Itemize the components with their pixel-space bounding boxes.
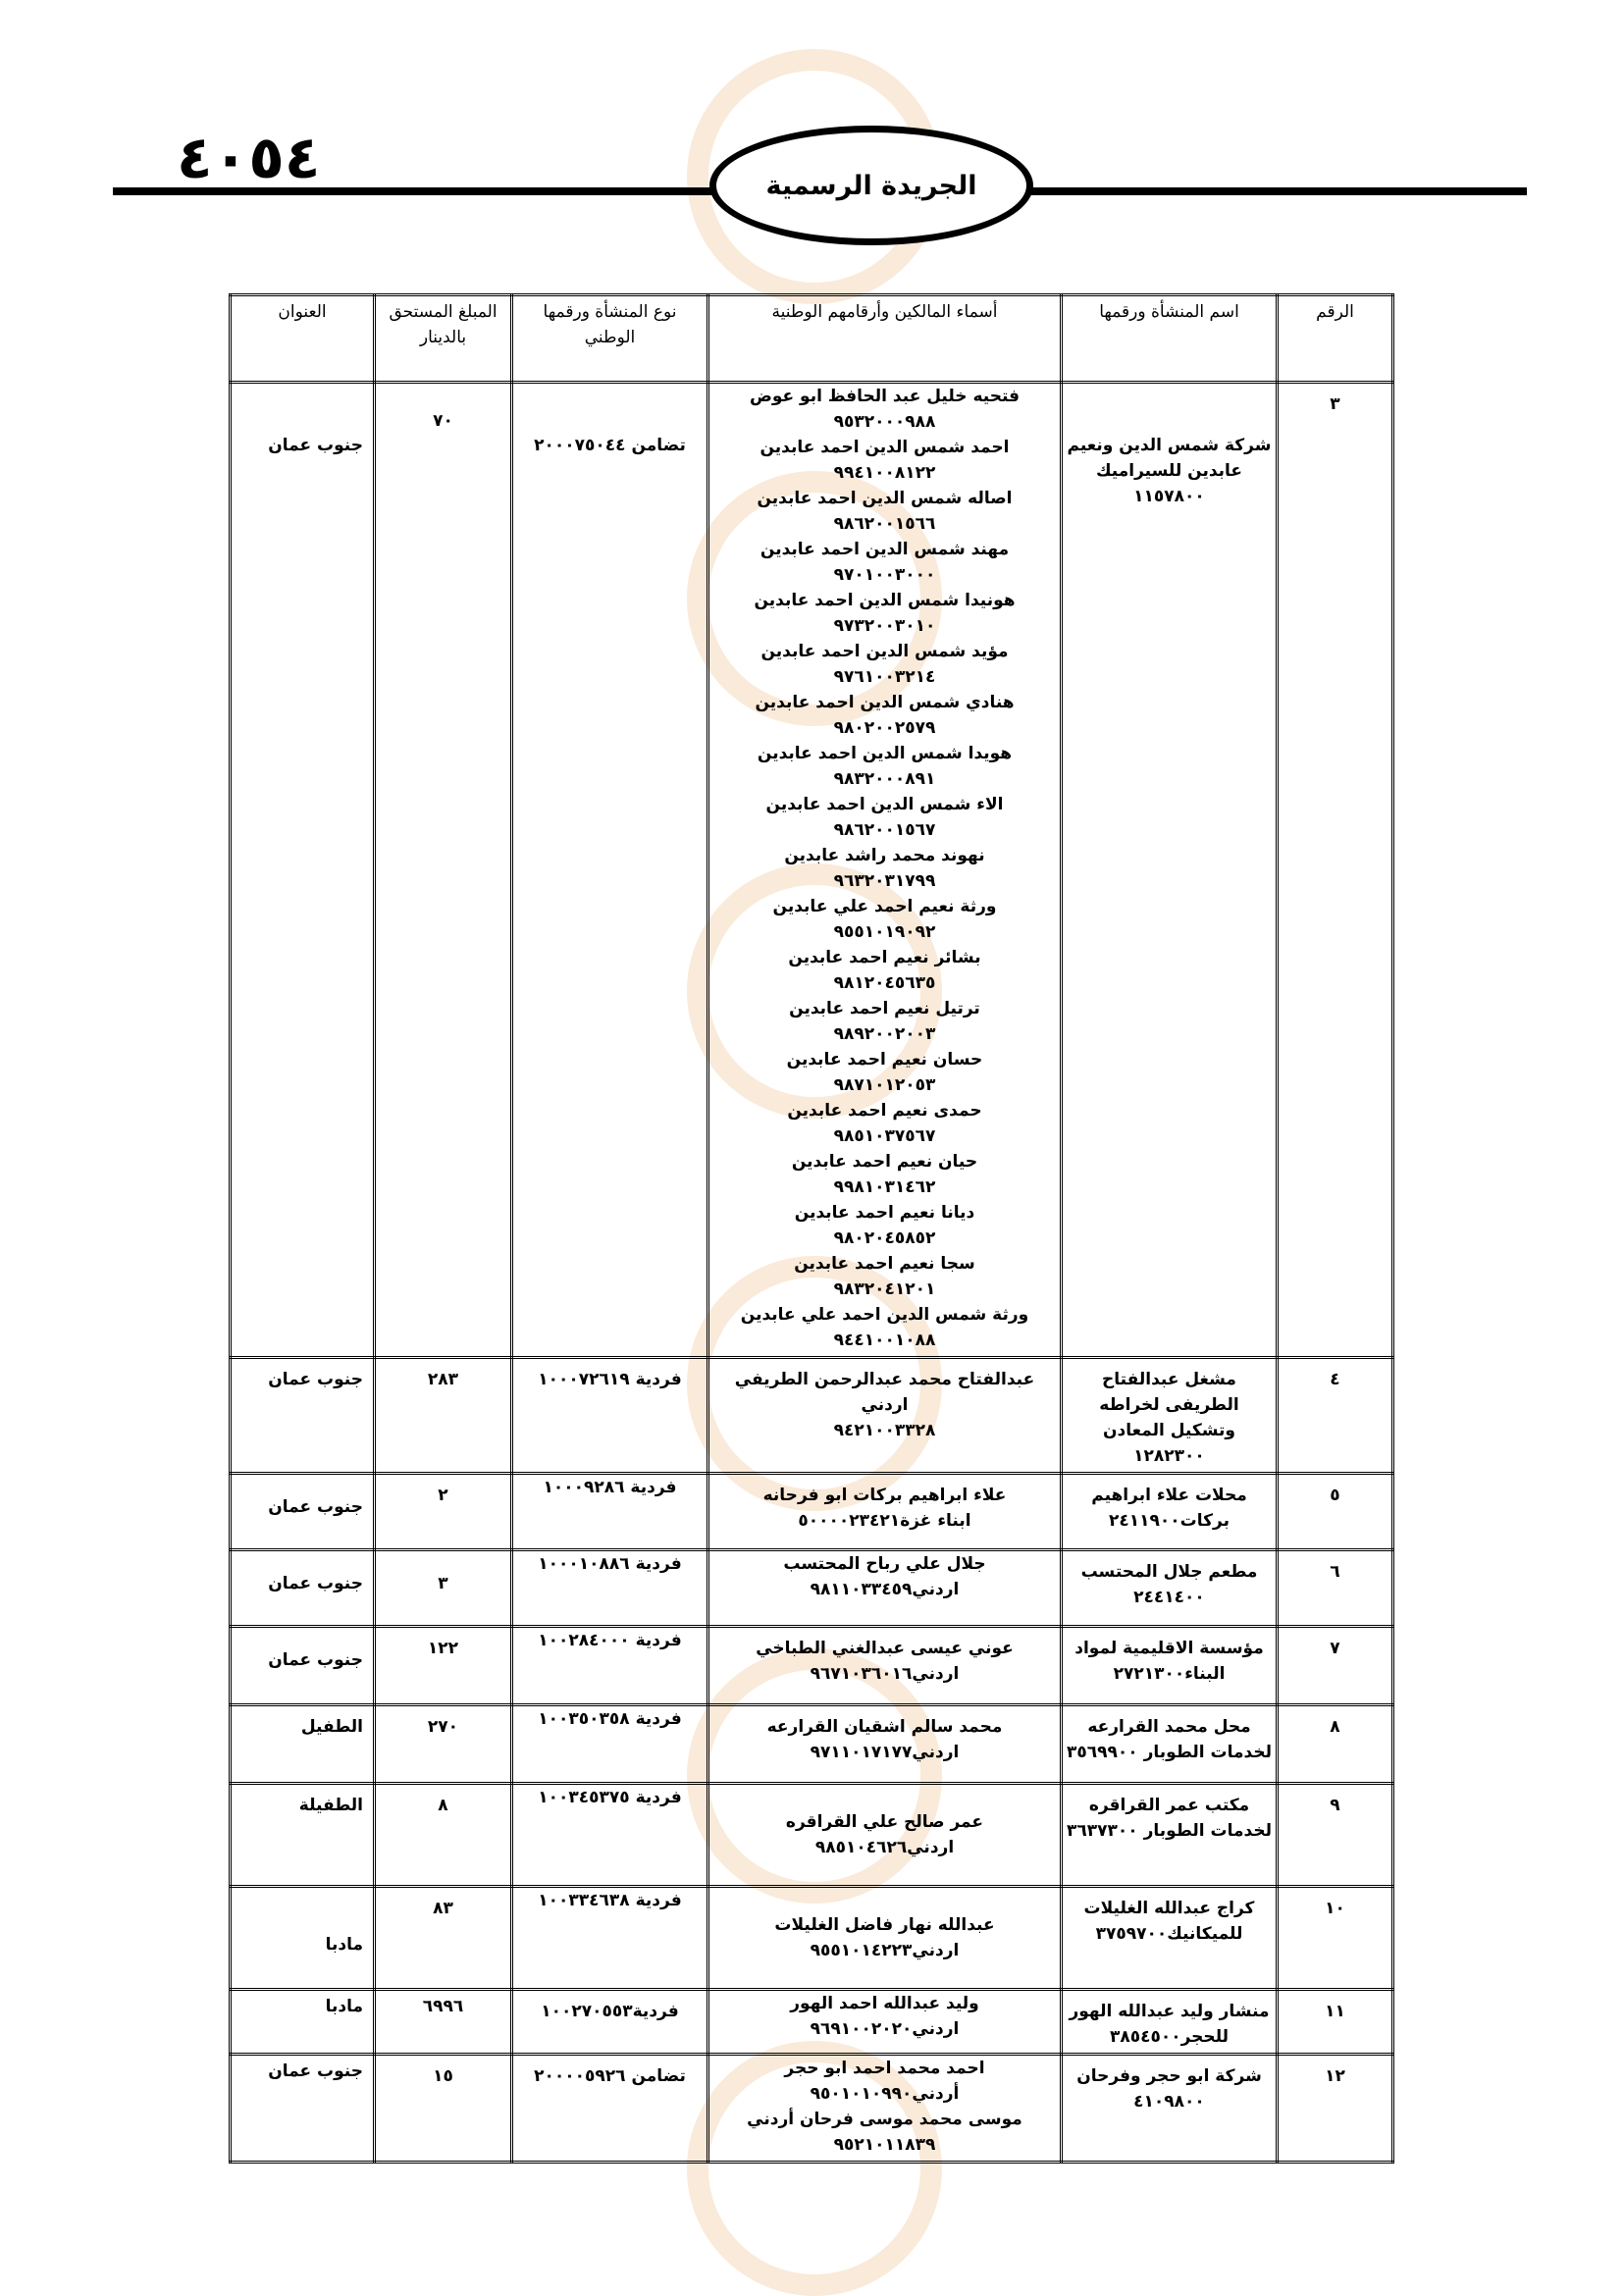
owner-entry (713, 1251, 1056, 1302)
owner-name: فتحيه خليل عبد الحافظ ابو عوض (749, 387, 1021, 406)
establishment-name: محلات علاء ابراهيم بركات٢٤١١٩٠٠ (1062, 1474, 1278, 1550)
owner-entry (713, 588, 1056, 639)
owner-entry (713, 1991, 1056, 2042)
row-number: ٥ (1278, 1474, 1393, 1550)
owner-name: بشائر نعيم احمد عابدين (788, 948, 981, 967)
owner-national-id: ٩٧٠١٠٠٣٠٠٠ (833, 565, 936, 585)
owner-name: موسى محمد موسى فرحان أردني (747, 2110, 1022, 2129)
establishment-type: تضامن ٢٠٠٠٠٥٩٢٦ (512, 2055, 708, 2163)
owner-name: هويدا شمس الدين احمد عابدين (757, 744, 1013, 763)
owner-national-id: ٩٥٣٢٠٠٠٩٨٨ (833, 412, 936, 432)
owner-name: حمدى نعيم احمد عابدين (787, 1101, 982, 1121)
establishment-type: فردية١٠٠٢٧٠٥٥٣ (512, 1990, 708, 2055)
address: الطفيلة (231, 1784, 375, 1887)
amount-due: ١٥ (375, 2055, 512, 2163)
owner-entry (713, 1912, 1056, 1963)
owner-entry (713, 1714, 1056, 1765)
address: جنوب عمان (231, 1627, 375, 1705)
owners-cell (708, 2055, 1062, 2163)
owner-national-id: ٩٧٣٢٠٠٣٠١٠ (833, 616, 936, 636)
amount-due: ٧٠ (375, 383, 512, 1358)
establishment-type: فردية ١٠٠٣٤٥٣٧٥ (512, 1784, 708, 1887)
owner-entry (713, 639, 1056, 690)
owner-national-id: ٩٨٣٢٠٤١٢٠١ (833, 1279, 936, 1299)
address: مادبا (231, 1990, 375, 2055)
owner-national-id: ٩٥٢١٠١١٨٣٩ (833, 2135, 936, 2155)
establishment-name: مكتب عمر القراقره لخدمات الطوبار ٣٦٣٧٣٠٠ (1062, 1784, 1278, 1887)
table-row (231, 1627, 1393, 1705)
address: جنوب عمان (231, 1550, 375, 1627)
owner-name: هونيدا شمس الدين احمد عابدين (754, 591, 1016, 610)
row-number: ١١ (1278, 1990, 1393, 2055)
amount-due: ٢٧٠ (375, 1705, 512, 1784)
owner-national-id: ٩٧٦١٠٠٣٢١٤ (833, 667, 936, 687)
owner-entry (713, 486, 1056, 537)
owner-national-id: اردني٩٦٩١٠٠٢٠٢٠ (810, 2019, 960, 2039)
owner-entry (713, 1367, 1056, 1443)
row-number: ١٢ (1278, 2055, 1393, 2163)
owner-name: احمد محمد احمد ابو حجر (784, 2059, 985, 2078)
owner-national-id: ٩٨٩٢٠٠٢٠٠٣ (833, 1024, 936, 1044)
owners-cell (708, 1550, 1062, 1627)
owner-national-id: ٩٥٥١٠١٩٠٩٢ (833, 922, 936, 942)
column-header: نوع المنشأة ورقمها الوطني (512, 295, 708, 383)
owner-name: ترتيل نعيم احمد عابدين (789, 999, 980, 1018)
table-row (231, 1474, 1393, 1550)
owners-cell (708, 1474, 1062, 1550)
owner-entry (713, 843, 1056, 894)
address: مادبا (231, 1887, 375, 1990)
owner-entry (713, 1809, 1056, 1860)
owner-name: مؤيد شمس الدين احمد عابدين (760, 642, 1009, 661)
gazette-title: الجريدة الرسمية (765, 170, 977, 201)
row-number: ٨ (1278, 1705, 1393, 1784)
owner-entry (713, 537, 1056, 588)
column-header: اسم المنشأة ورقمها (1062, 295, 1278, 383)
establishment-type: فردية ١٠٠٠٧٢٦١٩ (512, 1358, 708, 1474)
owner-national-id: اردني٩٨١١٠٣٣٤٥٩ (810, 1580, 960, 1599)
owner-name: حسان نعيم احمد عابدين (786, 1050, 983, 1070)
owner-entry (713, 1636, 1056, 1687)
owner-name: ديانا نعيم احمد عابدين (794, 1203, 975, 1223)
owners-cell (708, 1784, 1062, 1887)
owner-entry (713, 1302, 1056, 1353)
table-row (231, 1990, 1393, 2055)
amount-due: ٨ (375, 1784, 512, 1887)
owner-national-id: ٩٨٦٢٠٠١٥٦٦ (833, 514, 936, 534)
establishment-type: فردية ١٠٠٠١٠٨٨٦ (512, 1550, 708, 1627)
owner-name: سجا نعيم احمد عابدين (794, 1254, 975, 1274)
owner-entry (713, 945, 1056, 996)
owner-name: ورثة شمس الدين احمد علي عابدين (740, 1305, 1029, 1325)
address: جنوب عمان (231, 1358, 375, 1474)
establishment-type: فردية ١٠٠٣٣٤٦٣٨ (512, 1887, 708, 1990)
owner-entry (713, 792, 1056, 843)
amount-due: ٢٨٣ (375, 1358, 512, 1474)
owners-cell (708, 1358, 1062, 1474)
owner-national-id: ٩٦٣٢٠٣١٧٩٩ (833, 871, 936, 891)
owner-national-id: ٩٨٦٢٠٠١٥٦٧ (833, 820, 936, 840)
owner-national-id: ٩٤٤١٠٠١٠٨٨ (833, 1331, 936, 1350)
address: جنوب عمان (231, 383, 375, 1358)
table-row (231, 1550, 1393, 1627)
owner-national-id: اردني٩٨٥١٠٤٦٢٦ (814, 1838, 955, 1857)
address: جنوب عمان (231, 2055, 375, 2163)
owner-name: نهوند محمد راشد عابدين (784, 846, 985, 865)
gazette-title-oval (709, 126, 1033, 245)
row-number: ٦ (1278, 1550, 1393, 1627)
owner-entry (713, 690, 1056, 741)
establishment-type: فردية ١٠٠٠٩٢٨٦ (512, 1474, 708, 1550)
owner-entry (713, 2056, 1056, 2107)
owners-cell (708, 1887, 1062, 1990)
owner-national-id: ٩٨٥١٠٣٧٥٦٧ (833, 1126, 936, 1146)
owner-national-id: أردني٩٥٠١٠١٠٩٩٠ (810, 2084, 960, 2104)
owner-name: عوني عيسى عبدالغني الطباخي (756, 1639, 1014, 1658)
owner-entry (713, 1200, 1056, 1251)
owner-entry (713, 1149, 1056, 1200)
owner-entry (713, 1047, 1056, 1098)
owner-national-id: ٩٨٧١٠١٢٠٥٣ (833, 1075, 936, 1095)
establishment-type: فردية ١٠٠٣٥٠٣٥٨ (512, 1705, 708, 1784)
owner-name: وليد عبدالله احمد الهور (790, 1994, 979, 2013)
owner-national-id: ٩٩٤١٠٠٨١٢٢ (833, 463, 936, 483)
owner-name: مهند شمس الدين احمد عابدين (759, 540, 1010, 559)
table-row (231, 2055, 1393, 2163)
owners-cell (708, 1627, 1062, 1705)
owner-entry (713, 741, 1056, 792)
owner-entry (713, 384, 1056, 435)
row-number: ٩ (1278, 1784, 1393, 1887)
owner-national-id: اردني٩٧١١٠١٧١٧٧ (810, 1743, 960, 1762)
table-row (231, 1784, 1393, 1887)
owner-entry (713, 996, 1056, 1047)
owner-name: هنادي شمس الدين احمد عابدين (755, 693, 1015, 712)
establishment-name: محل محمد القرارعه لخدمات الطوبار ٣٥٦٩٩٠٠ (1062, 1705, 1278, 1784)
owner-name: ورثة نعيم احمد علي عابدين (772, 897, 997, 916)
owner-national-id: ٩٨٣٢٠٠٠٨٩١ (833, 769, 936, 789)
owner-name: جلال علي رباح المحتسب (783, 1554, 986, 1574)
owner-name: عبدالفتاح محمد عبدالرحمن الطريفي اردني (734, 1370, 1035, 1415)
owner-entry (713, 435, 1056, 486)
owner-name: حيان نعيم احمد عابدين (791, 1152, 978, 1172)
establishments-table (229, 293, 1394, 2164)
owner-national-id: ٩٨١٢٠٤٥٦٣٥ (833, 973, 936, 993)
owner-entry (713, 1098, 1056, 1149)
owner-entry (713, 2107, 1056, 2158)
owner-national-id: ابناء غزة٥٠٠٠٠٢٣٤٢١ (798, 1511, 971, 1531)
establishment-type: تضامن ٢٠٠٠٧٥٠٤٤ (512, 383, 708, 1358)
establishment-name: مؤسسة الاقليمية لمواد البناء٢٧٢١٣٠٠ (1062, 1627, 1278, 1705)
establishment-name: مطعم جلال المحتسب ٢٤٤١٤٠٠ (1062, 1550, 1278, 1627)
owner-name: محمد سالم اشقيان القرارعه (766, 1717, 1003, 1737)
owners-cell (708, 383, 1062, 1358)
establishment-name: شركة ابو حجر وفرحان ٤١٠٩٨٠٠ (1062, 2055, 1278, 2163)
table-row (231, 1887, 1393, 1990)
owner-name: عمر صالح علي القراقره (785, 1812, 984, 1832)
table-row (231, 383, 1393, 1358)
column-header: أسماء المالكين وأرقامهم الوطنية (708, 295, 1062, 383)
page-number: ٤٠٥٤ (177, 124, 321, 192)
row-number: ٤ (1278, 1358, 1393, 1474)
amount-due: ٣ (375, 1550, 512, 1627)
owner-entry (713, 1483, 1056, 1534)
row-number: ١٠ (1278, 1887, 1393, 1990)
column-header: المبلغ المستحق بالدينار (375, 295, 512, 383)
owner-national-id: اردني٩٥٥١٠١٤٢٢٣ (810, 1941, 960, 1960)
owner-national-id: ٩٩٨١٠٣١٤٦٢ (833, 1177, 936, 1197)
amount-due: ١٢٢ (375, 1627, 512, 1705)
table-row (231, 1705, 1393, 1784)
establishment-name: شركة شمس الدين ونعيم عابدين للسيراميك ١١٥٧٨٠٠ (1062, 383, 1278, 1358)
owner-name: علاء ابراهيم بركات ابو فرحانه (762, 1486, 1007, 1505)
owner-entry (713, 894, 1056, 945)
owner-national-id: اردني٩٦٧١٠٣٦٠١٦ (810, 1664, 960, 1684)
establishment-name: مشغل عبدالفتاح الطريفى لخراطه وتشكيل المعادن ١٢٨٢٣٠٠ (1062, 1358, 1278, 1474)
owner-name: احمد شمس الدين احمد عابدين (759, 438, 1010, 457)
owners-cell (708, 1990, 1062, 2055)
row-number: ٧ (1278, 1627, 1393, 1705)
table-row (231, 1358, 1393, 1474)
address: الطفيل (231, 1705, 375, 1784)
amount-due: ٨٣ (375, 1887, 512, 1990)
establishment-type: فردية ١٠٠٢٨٤٠٠٠ (512, 1627, 708, 1705)
owner-national-id: ٩٨٠٢٠٠٢٥٧٩ (833, 718, 936, 738)
owners-cell (708, 1705, 1062, 1784)
address: جنوب عمان (231, 1474, 375, 1550)
owner-entry (713, 1551, 1056, 1602)
table-header-row (231, 295, 1393, 383)
owner-name: اصاله شمس الدين احمد عابدين (757, 489, 1013, 508)
establishment-name: منشار وليد عبدالله الهور للحجر٣٨٥٤٥٠٠ (1062, 1990, 1278, 2055)
owner-name: الاء شمس الدين احمد عابدين (765, 795, 1004, 814)
owner-name: عبدالله نهار فاضل الغليلات (774, 1915, 995, 1935)
column-header: العنوان (231, 295, 375, 383)
amount-due: ٦٩٩٦ (375, 1990, 512, 2055)
owner-national-id: ٩٨٠٢٠٤٥٨٥٢ (833, 1228, 936, 1248)
amount-due: ٢ (375, 1474, 512, 1550)
column-header: الرقم (1278, 295, 1393, 383)
establishment-name: كراج عبدالله الغليلات للميكانيك٣٧٥٩٧٠٠ (1062, 1887, 1278, 1990)
owner-national-id: ٩٤٢١٠٠٣٣٢٨ (833, 1421, 936, 1440)
row-number: ٣ (1278, 383, 1393, 1358)
